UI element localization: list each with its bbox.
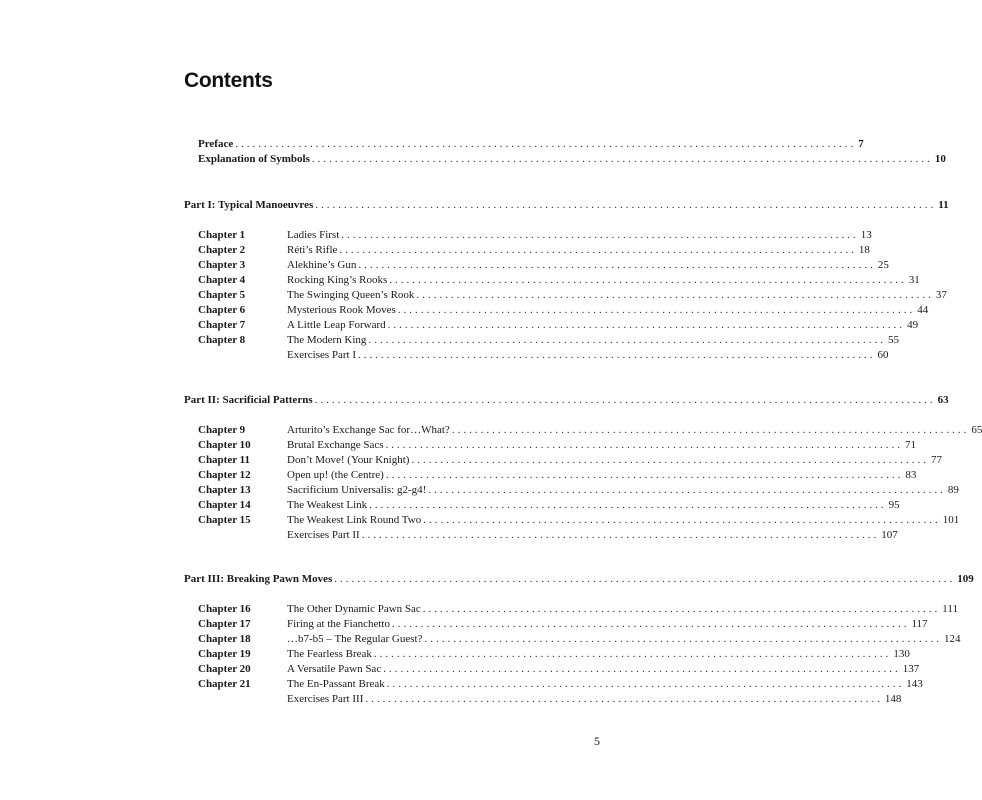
chapter-label: Chapter 21 <box>198 678 251 690</box>
page-number: 5 <box>594 734 600 748</box>
chapter-title: Arturito’s Exchange Sac for…What? <box>287 424 450 436</box>
chapter-title: Brutal Exchange Sacs <box>287 439 384 451</box>
toc-entry <box>287 513 960 528</box>
toc-page-number: 107 <box>881 529 898 541</box>
chapter-label: Chapter 13 <box>198 484 251 496</box>
toc-page-number: 148 <box>884 693 902 705</box>
chapter-title: Réti’s Rifle <box>287 244 338 256</box>
toc-entry <box>287 677 923 692</box>
chapter-title: The Modern King <box>287 334 367 346</box>
toc-entry <box>287 288 947 303</box>
part-heading <box>184 393 949 408</box>
toc-page-number: 37 <box>935 289 947 301</box>
chapter-label: Chapter 20 <box>198 663 251 675</box>
toc-entry-exercises <box>287 348 889 363</box>
toc-page-number: 55 <box>887 334 899 346</box>
toc-entry <box>287 498 900 513</box>
toc-page-number: 60 <box>877 349 889 361</box>
toc-page-number: 49 <box>907 319 919 331</box>
toc-entry-preface <box>198 137 864 152</box>
exercises-title: Exercises Part III <box>287 693 364 705</box>
chapter-title: The Weakest Link <box>287 499 368 511</box>
toc-entry <box>287 647 910 662</box>
toc-page-number: 10 <box>934 153 946 165</box>
chapter-label: Chapter 9 <box>198 424 246 436</box>
leader-dots: .......................................................................................... <box>383 663 901 675</box>
leader-dots: .......................................................................................... <box>358 349 876 361</box>
toc-page-number: 77 <box>930 454 942 466</box>
toc-entry <box>287 333 899 348</box>
exercises-title: Exercises Part I <box>287 349 357 361</box>
leader-dots: ............................................................................................................ <box>311 153 933 165</box>
chapter-label: Chapter 7 <box>198 319 246 331</box>
leader-dots: .......................................................................................... <box>341 229 859 241</box>
leader-dots: ............................................................................................................ <box>315 199 937 211</box>
leader-dots: .......................................................................................... <box>451 424 970 436</box>
toc-entry-exercises <box>287 528 898 543</box>
toc-page-number: 83 <box>905 469 917 481</box>
toc-page-number: 13 <box>860 229 872 241</box>
toc-page-number: 117 <box>911 618 928 630</box>
toc-page-number: 109 <box>957 573 974 585</box>
toc-page-number: 31 <box>908 274 920 286</box>
toc-page-number: 101 <box>942 514 960 526</box>
leader-dots: .......................................................................................... <box>428 484 946 496</box>
leader-dots: .......................................................................................... <box>391 618 910 630</box>
chapter-label: Chapter 17 <box>198 618 251 630</box>
toc-page-number: 65 <box>971 424 982 436</box>
toc-entry <box>287 483 959 498</box>
chapter-label: Chapter 10 <box>198 439 251 451</box>
chapter-title: The En-Passant Break <box>287 678 385 690</box>
part-heading <box>184 572 974 587</box>
leader-dots: .......................................................................................... <box>424 633 942 645</box>
toc-entry <box>287 602 958 617</box>
chapter-label: Chapter 16 <box>198 603 251 615</box>
chapter-title: Rocking King’s Rooks <box>287 274 388 286</box>
toc-entry <box>287 243 870 258</box>
leader-dots: ............................................................................................................ <box>314 394 936 406</box>
toc-entry <box>287 468 917 483</box>
leader-dots: ............................................................................................................ <box>235 138 857 150</box>
chapter-label: Chapter 3 <box>198 259 246 271</box>
toc-page-number: 95 <box>888 499 900 511</box>
chapter-label: Chapter 1 <box>198 229 246 241</box>
chapter-title: …b7-b5 – The Regular Guest? <box>287 633 423 645</box>
toc-entry <box>287 318 919 333</box>
toc-entry <box>287 228 872 243</box>
leader-dots: .......................................................................................... <box>365 693 883 705</box>
toc-page-number: 44 <box>917 304 929 316</box>
part-heading <box>184 198 949 213</box>
part-title: Part III: Breaking Pawn Moves <box>184 573 333 585</box>
toc-page-number: 89 <box>947 484 959 496</box>
chapter-title: Mysterious Rook Moves <box>287 304 396 316</box>
chapter-label: Chapter 2 <box>198 244 246 256</box>
toc-page-number: 7 <box>858 138 864 150</box>
chapter-title: Alekhine’s Gun <box>287 259 357 271</box>
chapter-label: Chapter 6 <box>198 304 246 316</box>
toc-page-number: 11 <box>938 199 949 211</box>
toc-page-number: 143 <box>906 678 923 690</box>
toc-entry <box>287 258 889 273</box>
chapter-title: The Fearless Break <box>287 648 372 660</box>
leader-dots: .......................................................................................... <box>339 244 857 256</box>
leader-dots: .......................................................................................... <box>416 289 934 301</box>
leader-dots: .......................................................................................... <box>368 334 886 346</box>
toc-entry <box>287 423 982 438</box>
leader-dots: .......................................................................................... <box>423 514 941 526</box>
part-title: Part I: Typical Manoeuvres <box>184 199 314 211</box>
toc-page-number: 124 <box>943 633 961 645</box>
leader-dots: .......................................................................................... <box>385 439 904 451</box>
leader-dots: .......................................................................................... <box>385 469 904 481</box>
toc-entry-exercises <box>287 692 902 707</box>
leader-dots: .......................................................................................... <box>358 259 876 271</box>
toc-entry-label: Explanation of Symbols <box>198 153 310 165</box>
leader-dots: .......................................................................................... <box>397 304 916 316</box>
toc-entry <box>287 453 942 468</box>
leader-dots: ............................................................................................................ <box>334 573 956 585</box>
toc-entry <box>287 303 929 318</box>
exercises-title: Exercises Part II <box>287 529 360 541</box>
chapter-title: The Swinging Queen’s Rook <box>287 289 415 301</box>
chapter-title: Firing at the Fianchetto <box>287 618 390 630</box>
toc-page-number: 18 <box>858 244 870 256</box>
chapter-title: Ladies First <box>287 229 340 241</box>
toc-page-number: 137 <box>902 663 920 675</box>
leader-dots: .......................................................................................... <box>422 603 941 615</box>
chapter-title: Open up! (the Centre) <box>287 469 384 481</box>
toc-entry-label: Preface <box>198 138 234 150</box>
leader-dots: .......................................................................................... <box>386 678 905 690</box>
chapter-title: A Little Leap Forward <box>287 319 386 331</box>
chapter-label: Chapter 4 <box>198 274 246 286</box>
chapter-label: Chapter 8 <box>198 334 246 346</box>
leader-dots: .......................................................................................... <box>361 529 880 541</box>
toc-page-number: 71 <box>905 439 917 451</box>
chapter-label: Chapter 14 <box>198 499 251 511</box>
toc-entry <box>287 662 920 677</box>
toc-entry <box>287 617 928 632</box>
toc-page-number: 130 <box>893 648 910 660</box>
chapter-title: Sacrificium Universalis: g2-g4! <box>287 484 427 496</box>
leader-dots: .......................................................................................... <box>389 274 907 286</box>
chapter-title: Don’t Move! (Your Knight) <box>287 454 410 466</box>
chapter-title: A Versatile Pawn Sac <box>287 663 382 675</box>
leader-dots: .......................................................................................... <box>373 648 892 660</box>
chapter-label: Chapter 5 <box>198 289 246 301</box>
leader-dots: .......................................................................................... <box>411 454 929 466</box>
chapter-label: Chapter 15 <box>198 514 251 526</box>
chapter-label: Chapter 18 <box>198 633 251 645</box>
chapter-title: The Weakest Link Round Two <box>287 514 422 526</box>
part-title: Part II: Sacrificial Patterns <box>184 394 313 406</box>
leader-dots: .......................................................................................... <box>387 319 906 331</box>
leader-dots: .......................................................................................... <box>369 499 887 511</box>
chapter-label: Chapter 11 <box>198 454 251 466</box>
toc-page-number: 111 <box>942 603 958 615</box>
chapter-title: The Other Dynamic Pawn Sac <box>287 603 421 615</box>
page-title: Contents <box>184 69 273 92</box>
toc-entry-symbols <box>198 152 946 167</box>
chapter-label: Chapter 19 <box>198 648 251 660</box>
toc-entry <box>287 273 920 288</box>
toc-entry <box>287 632 961 647</box>
chapter-label: Chapter 12 <box>198 469 251 481</box>
toc-page-number: 25 <box>877 259 889 271</box>
toc-entry <box>287 438 917 453</box>
toc-page-number: 63 <box>937 394 949 406</box>
